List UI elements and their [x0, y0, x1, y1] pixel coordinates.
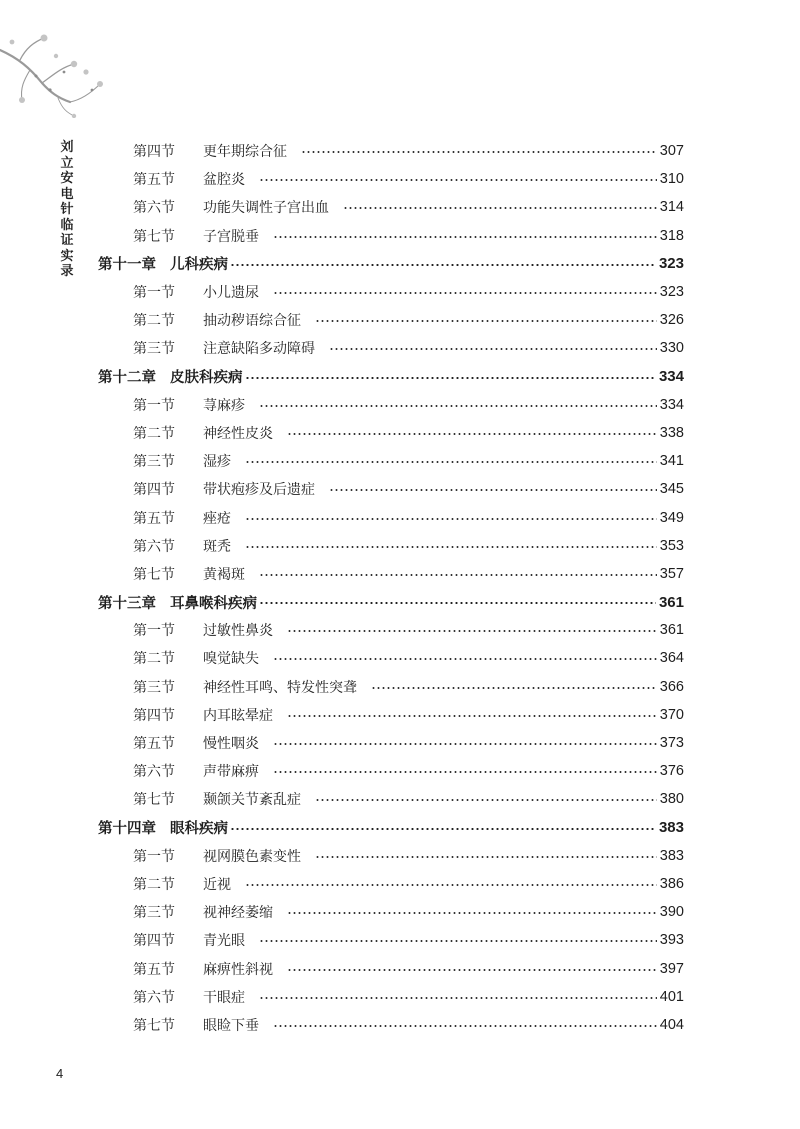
section-number: 第四节 — [133, 707, 175, 724]
dot-leader — [329, 348, 657, 350]
section-title: 青光眼 — [203, 933, 245, 950]
chapter-title: 眼科疾病 — [170, 821, 228, 838]
section-number: 第一节 — [133, 848, 175, 865]
section-number: 第二节 — [133, 651, 175, 668]
toc-section-row[interactable] — [98, 983, 684, 1011]
dot-leader — [245, 377, 656, 379]
chapter-number: 第十一章 — [98, 257, 156, 274]
plum-blossom-branch-icon — [0, 28, 120, 118]
dot-leader — [259, 574, 657, 576]
dot-leader — [287, 630, 657, 632]
page-reference: 370 — [659, 706, 684, 723]
section-title: 嗅觉缺失 — [203, 651, 259, 668]
toc-section-row[interactable] — [98, 560, 684, 588]
section-number: 第六节 — [133, 200, 175, 217]
section-title: 视神经萎缩 — [203, 905, 273, 922]
dot-leader — [245, 884, 657, 886]
page-reference: 366 — [659, 678, 684, 695]
dot-leader — [315, 799, 657, 801]
toc-section-row[interactable] — [98, 334, 684, 362]
section-number: 第四节 — [133, 144, 175, 161]
page-reference: 323 — [659, 284, 684, 301]
section-number: 第四节 — [133, 933, 175, 950]
section-title: 声带麻痹 — [203, 764, 259, 781]
section-title: 干眼症 — [203, 989, 245, 1006]
dot-leader — [343, 207, 657, 209]
toc-section-row[interactable] — [98, 222, 684, 250]
page-reference: 393 — [659, 932, 684, 949]
dot-leader — [259, 405, 657, 407]
page-reference: 383 — [658, 819, 684, 837]
section-title: 湿疹 — [203, 454, 231, 471]
toc-section-row[interactable] — [98, 954, 684, 982]
toc-chapter-row[interactable] — [98, 363, 684, 391]
dot-leader — [245, 518, 657, 520]
section-title: 带状疱疹及后遗症 — [203, 482, 315, 499]
section-title: 近视 — [203, 876, 231, 893]
section-number: 第七节 — [133, 228, 175, 245]
section-number: 第三节 — [133, 454, 175, 471]
dot-leader — [259, 997, 657, 999]
chapter-title: 皮肤科疾病 — [170, 370, 243, 387]
section-number: 第二节 — [133, 425, 175, 442]
chapter-number: 第十四章 — [98, 821, 156, 838]
section-title: 更年期综合征 — [203, 144, 287, 161]
page-reference: 323 — [658, 255, 684, 273]
toc-section-row[interactable] — [98, 785, 684, 813]
toc-section-row[interactable] — [98, 447, 684, 475]
page-reference: 383 — [659, 847, 684, 864]
dot-leader — [371, 687, 657, 689]
toc-section-row[interactable] — [98, 503, 684, 531]
chapter-number: 第十三章 — [98, 595, 156, 612]
section-title: 颞颌关节紊乱症 — [203, 792, 301, 809]
toc-chapter-row[interactable] — [98, 250, 684, 278]
toc-chapter-row[interactable] — [98, 814, 684, 842]
toc-section-row[interactable] — [98, 193, 684, 221]
section-title: 盆腔炎 — [203, 172, 245, 189]
section-number: 第一节 — [133, 397, 175, 414]
section-number: 第六节 — [133, 764, 175, 781]
section-number: 第一节 — [133, 623, 175, 640]
toc-chapter-row[interactable] — [98, 588, 684, 616]
section-number: 第五节 — [133, 510, 175, 527]
toc-section-row[interactable] — [98, 419, 684, 447]
dot-leader — [315, 856, 657, 858]
section-number: 第七节 — [133, 566, 175, 583]
toc-section-row[interactable] — [98, 673, 684, 701]
section-title: 内耳眩晕症 — [203, 707, 273, 724]
page-reference: 397 — [659, 960, 684, 977]
page-reference: 404 — [659, 1016, 684, 1033]
section-number: 第四节 — [133, 482, 175, 499]
toc-section-row[interactable] — [98, 926, 684, 954]
dot-leader — [273, 1025, 657, 1027]
section-number: 第三节 — [133, 905, 175, 922]
page-reference: 338 — [659, 424, 684, 441]
toc-section-row[interactable] — [98, 701, 684, 729]
dot-leader — [259, 940, 657, 942]
dot-leader — [301, 151, 657, 153]
dot-leader — [259, 179, 657, 181]
toc-section-row[interactable] — [98, 729, 684, 757]
section-title: 功能失调性子宫出血 — [203, 200, 329, 217]
page-reference: 380 — [659, 791, 684, 808]
dot-leader — [315, 320, 657, 322]
page-reference: 330 — [659, 340, 684, 357]
page-reference: 310 — [659, 171, 684, 188]
toc-section-row[interactable] — [98, 391, 684, 419]
toc-section-row[interactable] — [98, 1011, 684, 1039]
table-of-contents — [98, 137, 684, 1039]
dot-leader — [329, 489, 657, 491]
page-reference: 341 — [659, 453, 684, 470]
toc-section-row[interactable] — [98, 278, 684, 306]
section-title: 小儿遗尿 — [203, 285, 259, 302]
dot-leader — [287, 715, 657, 717]
chapter-number: 第十二章 — [98, 370, 156, 387]
section-number: 第七节 — [133, 792, 175, 809]
page-reference: 345 — [659, 481, 684, 498]
page-reference: 390 — [659, 904, 684, 921]
section-number: 第二节 — [133, 876, 175, 893]
section-title: 视网膜色素变性 — [203, 848, 301, 865]
section-title: 眼睑下垂 — [203, 1017, 259, 1034]
page-reference: 361 — [658, 593, 684, 611]
toc-section-row[interactable] — [98, 532, 684, 560]
chapter-title: 儿科疾病 — [170, 257, 228, 274]
toc-section-row[interactable] — [98, 137, 684, 165]
section-title: 注意缺陷多动障碍 — [203, 341, 315, 358]
section-title: 慢性咽炎 — [203, 736, 259, 753]
toc-section-row[interactable] — [98, 306, 684, 334]
page-reference: 401 — [659, 988, 684, 1005]
section-number: 第一节 — [133, 285, 175, 302]
dot-leader — [287, 969, 657, 971]
dot-leader — [273, 658, 657, 660]
dot-leader — [273, 743, 657, 745]
section-number: 第六节 — [133, 538, 175, 555]
dot-leader — [230, 264, 656, 266]
section-number: 第五节 — [133, 736, 175, 753]
page-reference: 376 — [659, 763, 684, 780]
section-title: 荨麻疹 — [203, 397, 245, 414]
section-title: 神经性耳鸣、特发性突聋 — [203, 679, 357, 696]
chapter-title: 耳鼻喉科疾病 — [170, 595, 257, 612]
dot-leader — [287, 433, 657, 435]
section-title: 神经性皮炎 — [203, 425, 273, 442]
dot-leader — [259, 602, 656, 604]
section-title: 抽动秽语综合征 — [203, 313, 301, 330]
page-reference: 353 — [659, 537, 684, 554]
page-reference: 307 — [659, 143, 684, 160]
page-reference: 334 — [658, 368, 684, 386]
page-reference: 334 — [659, 396, 684, 413]
section-title: 黄褐斑 — [203, 566, 245, 583]
page-reference: 349 — [659, 509, 684, 526]
section-number: 第五节 — [133, 961, 175, 978]
book-title-vertical: 刘立安电针临证实录 — [60, 140, 74, 279]
toc-section-row[interactable] — [98, 870, 684, 898]
section-number: 第三节 — [133, 679, 175, 696]
page-reference: 314 — [659, 199, 684, 216]
dot-leader — [273, 236, 657, 238]
dot-leader — [245, 546, 657, 548]
dot-leader — [230, 828, 656, 830]
section-number: 第六节 — [133, 989, 175, 1006]
toc-section-row[interactable] — [98, 616, 684, 644]
section-title: 子宫脱垂 — [203, 228, 259, 245]
section-number: 第二节 — [133, 313, 175, 330]
toc-section-row[interactable] — [98, 475, 684, 503]
dot-leader — [287, 912, 657, 914]
page-reference: 318 — [659, 227, 684, 244]
toc-section-row[interactable] — [98, 898, 684, 926]
page-reference: 326 — [659, 312, 684, 329]
page-reference: 364 — [659, 650, 684, 667]
dot-leader — [245, 461, 657, 463]
dot-leader — [273, 771, 657, 773]
toc-section-row[interactable] — [98, 842, 684, 870]
section-title: 斑秃 — [203, 538, 231, 555]
page-reference: 357 — [659, 565, 684, 582]
section-number: 第五节 — [133, 172, 175, 189]
section-number: 第七节 — [133, 1017, 175, 1034]
page-reference: 373 — [659, 735, 684, 752]
toc-section-row[interactable] — [98, 757, 684, 785]
section-title: 痤疮 — [203, 510, 231, 527]
dot-leader — [273, 292, 657, 294]
page-reference: 386 — [659, 875, 684, 892]
toc-section-row[interactable] — [98, 644, 684, 672]
section-number: 第三节 — [133, 341, 175, 358]
section-title: 麻痹性斜视 — [203, 961, 273, 978]
page-number: 4 — [56, 1066, 64, 1081]
section-title: 过敏性鼻炎 — [203, 623, 273, 640]
toc-section-row[interactable] — [98, 165, 684, 193]
page-reference: 361 — [659, 622, 684, 639]
